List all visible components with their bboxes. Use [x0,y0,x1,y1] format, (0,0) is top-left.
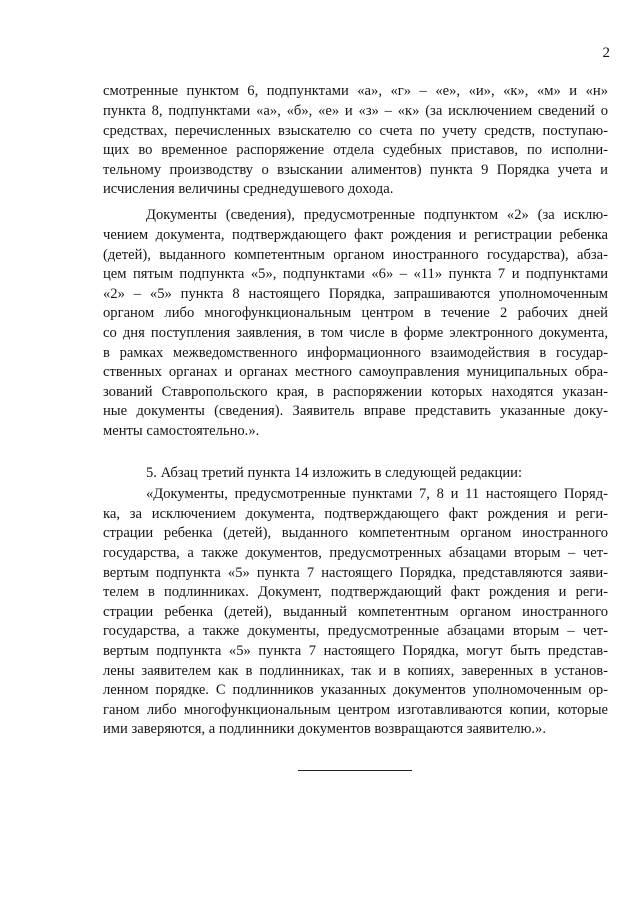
text-line: государства, а также документов, предусмотренных абзацами вторым – чет- [103,545,608,561]
text-line: ственных органах и органах местного самоуправления муниципальных обра- [103,364,608,380]
text-line: страции ребенка (детей), выданного компетентным органом иностранного [103,525,608,541]
text-line: в рамках межведомственного информационного взаимодействия в государ- [103,345,608,361]
page-number: 2 [602,45,610,61]
text-line: страции ребенка (детей), выданный компетентным органом иностранного [103,604,608,620]
text-line: ные документы (сведения). Заявитель вправе представить указанные доку- [103,403,608,419]
text-line: государства, а также документы, предусмотренные абзацами вторым – чет- [103,623,608,639]
text-line: ленном порядке. С подлинников указанных документов уполномоченным ор- [103,682,608,698]
text-line: средствах, перечисленных взыскателю со счета по учету средств, поступаю- [103,123,608,139]
text-line: телем в подлинниках. Документ, подтверждающий факт рождения и реги- [103,584,608,600]
text-line: лены заявителем как в подлинниках, так и в копиях, заверенных в установ- [103,663,608,679]
text-line: «2» – «5» пункта 8 настоящего Порядка, запрашиваются уполномоченным [103,286,608,302]
text-line: (детей), выданного компетентным органом иностранного государства), абза- [103,247,608,263]
text-line: Документы (сведения), предусмотренные подпунктом «2» (за исклю- [146,207,608,223]
text-line: менты самостоятельно.». [103,423,260,439]
text-line: со дня поступления заявления, в том числе в форме электронного документа, [103,325,608,341]
text-line: «Документы, предусмотренные пунктами 7, 8 и 11 настоящего Поряд- [146,486,608,502]
text-line: пункта 8, подпунктами «а», «б», «е» и «з» – «к» (за исключением сведений о [103,103,608,119]
text-line: 5. Абзац третий пункта 14 изложить в следующей редакции: [146,465,523,481]
text-line: органом либо многофункциональным центром в течение 2 рабочих дней [103,305,608,321]
text-line: чением документа, подтверждающего факт рождения и регистрации ребенка [103,227,608,243]
text-line: ка, за исключением документа, подтверждающего факт рождения и реги- [103,506,608,522]
text-line: щих во временное распоряжение отдела судебных приставов, по исполни- [103,142,608,158]
text-line: ганом либо многофункциональным центром изготавливаются копии, которые [103,702,608,718]
text-line: тельному производству о взыскании алиментов) пункта 9 Порядка учета и [103,162,608,178]
text-line: вертым подпункта «5» пункта 7 настоящего Порядка, представляются заяви- [103,565,608,581]
end-divider [298,770,412,771]
text-line: зований Ставропольского края, в распоряжении которых находятся указан- [103,384,608,400]
text-line: исчисления величины среднедушевого дохода. [103,181,394,197]
text-line: цем пятым подпункта «5», подпунктами «6» – «11» пункта 7 и подпунктами [103,266,608,282]
text-line: смотренные пунктом 6, подпунктами «а», «г» – «е», «и», «к», «м» и «н» [103,83,608,99]
text-line: ими заверяются, а подлинники документов возвращаются заявителю.». [103,721,546,737]
text-line: вертым подпункта «5» пункта 7 настоящего Порядка, могут быть представ- [103,643,608,659]
